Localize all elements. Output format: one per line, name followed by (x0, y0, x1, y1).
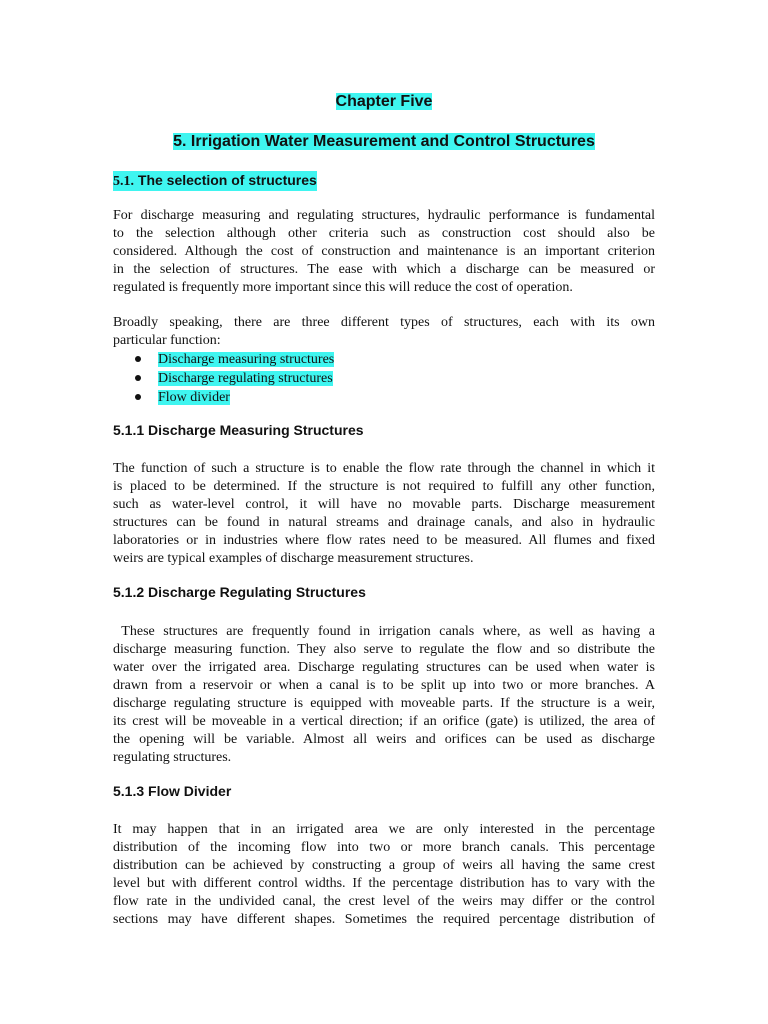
chapter-title-text: 5. Irrigation Water Measurement and Control Structures (173, 133, 595, 150)
chapter-title (113, 132, 655, 152)
list-item-text: Flow divider (158, 390, 230, 405)
paragraph-line: The function of such a structure is to enable the flow rate through the channel in which it (113, 461, 655, 476)
paragraph-line: distribution can be achieved by constructing a group of weirs all having the same crest (113, 858, 655, 873)
paragraph-line: discharge measuring function. They also serve to regulate the flow and so distribute the (113, 642, 655, 657)
structure-types-list (113, 350, 334, 407)
paragraph-line: considered. Although the cost of construction and maintenance is an important criterion (113, 244, 655, 259)
section-heading-5-1-2: 5.1.2 Discharge Regulating Structures (113, 584, 366, 600)
list-item-text: Discharge regulating structures (158, 371, 333, 386)
paragraph-line: For discharge measuring and regulating structures, hydraulic performance is fundamental (113, 208, 655, 223)
paragraph-line: in the selection of structures. The ease with which a discharge can be measured or (113, 262, 655, 277)
paragraph-line: regulated is frequently more important since this will reduce the cost of operation. (113, 280, 573, 295)
section-heading-5-1-3: 5.1.3 Flow Divider (113, 783, 232, 799)
paragraph-line: the opening will be variable. Almost all weirs and orifices can be used as discharge (113, 732, 655, 747)
paragraph-line: laboratories or in industries where flow rates need to be measured. All flumes and fixed (113, 533, 655, 548)
paragraph-line: flow rate in the undivided canal, the crest level of the weirs may differ or the control (113, 894, 655, 909)
paragraph-line: distribution of the incoming flow into two or more branch canals. This percentage (113, 840, 655, 855)
list-item (113, 369, 334, 388)
section-heading-5-1-1: 5.1.1 Discharge Measuring Structures (113, 422, 364, 438)
paragraph-line: to the selection although other criteria such as construction cost should also be (113, 226, 655, 241)
list-item-text: Discharge measuring structures (158, 352, 335, 367)
chapter-label (113, 92, 655, 112)
paragraph-line: level but with different control widths. If the percentage distribution has to vary with the (113, 876, 655, 891)
paragraph-flow-divider (113, 821, 655, 929)
paragraph-line: These structures are frequently found in irrigation canals where, as well as having a (113, 624, 655, 639)
list-item (113, 350, 334, 369)
paragraph-line: discharge regulating structure is equipped with moveable parts. If the structure is a weir, (113, 696, 655, 711)
paragraph-measuring (113, 460, 655, 568)
paragraph-line: weirs are typical examples of discharge measurement structures. (113, 551, 474, 566)
paragraph-line: Broadly speaking, there are three different types of structures, each with its own (113, 315, 655, 330)
bullet-icon (135, 356, 141, 362)
paragraph-line: It may happen that in an irrigated area we are only interested in the percentage (113, 822, 655, 837)
paragraph-line: regulating structures. (113, 750, 232, 765)
chapter-label-text: Chapter Five (335, 93, 433, 110)
paragraph-line: its crest will be moveable in a vertical direction; if an orifice (gate) is utilized, the area of (113, 714, 655, 729)
paragraph-line: drawn from a reservoir or when a canal is to be split up into two or more branches. A (113, 678, 655, 693)
paragraph-line: such as water-level control, it will have no movable parts. Discharge measurement (113, 497, 655, 512)
bullet-icon (135, 375, 141, 381)
section-title: The selection of structures (137, 172, 317, 188)
paragraph-regulating (113, 623, 655, 767)
section-number: 5.1. (113, 174, 134, 189)
paragraph-line: structures can be found in natural streams and drainage canals, and also in hydraulic (113, 515, 655, 530)
paragraph-line: sections may have different shapes. Sometimes the required percentage distribution of (113, 912, 655, 927)
paragraph-line: is placed to be determined. If the structure is not required to fulfill any other function, (113, 479, 655, 494)
paragraph-types (113, 314, 655, 350)
paragraph-line: water over the irrigated area. Discharge regulating structures can be used when water is (113, 660, 655, 675)
paragraph-line: particular function: (113, 333, 221, 348)
paragraph-selection (113, 207, 655, 297)
bullet-icon (135, 394, 141, 400)
list-item (113, 388, 334, 407)
section-heading-5-1 (113, 171, 317, 191)
